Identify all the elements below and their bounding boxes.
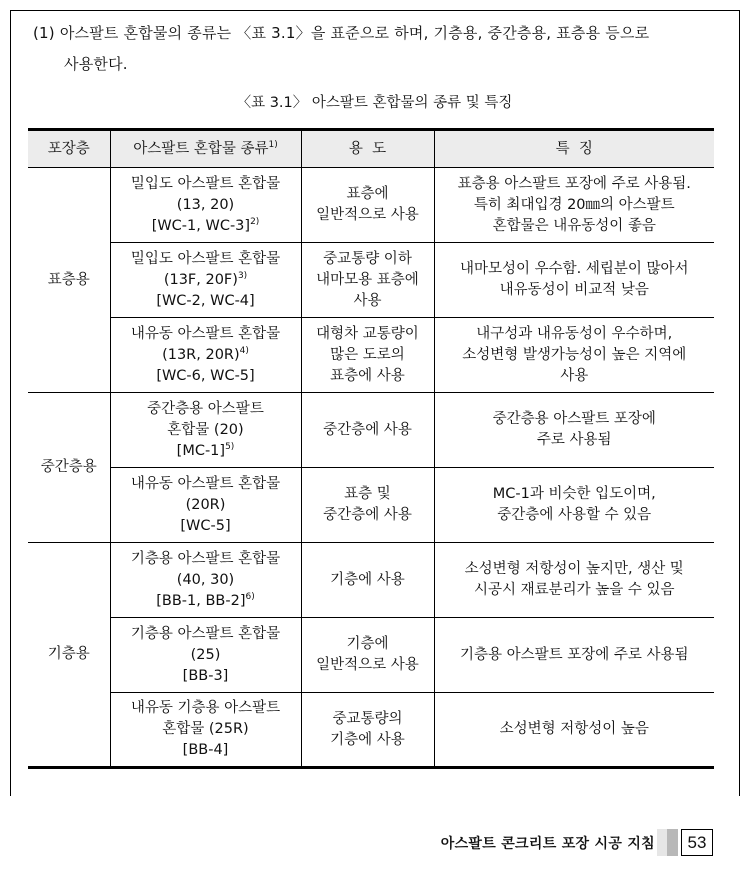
cell-usage [301,393,434,468]
usage-line: 중간층에 사용 [323,507,412,523]
intro-paragraph-line-2: 사용한다. [64,55,128,73]
intro-paragraph-line-1: (1) 아스팔트 혼합물의 종류는 〈표 3.1〉을 표준으로 하며, 기층용, 중간층용, 표층용 등으로 [33,24,650,42]
usage-line: 일반적으로 사용 [316,207,419,223]
usage-line: 중교통량 이하 [323,250,412,267]
table-body [28,168,714,768]
mixture-line-text: [MC-1] [176,442,226,459]
cell-feature [434,618,714,693]
feature-line: 기층용 아스팔트 포장에 주로 사용됨 [459,646,689,663]
feature-line: 내마모성이 우수함. 세립분이 많아서 [459,261,689,277]
usage-line: 중간층에 사용 [323,421,412,438]
usage-line: 표층 및 [344,486,391,502]
cell-usage [301,618,434,693]
mixture-line [115,174,297,195]
mixture-line [115,324,297,345]
header-usage: 용 도 [301,130,434,168]
mixture-line-text: 혼합물 (25R) [162,721,249,737]
feature-line: 소성변형 저항성이 높지만, 생산 및 [464,561,684,577]
intro-paragraph [33,18,723,80]
mixture-line-text: 밀입도 아스팔트 혼합물 [130,175,281,192]
mixture-line [115,195,297,216]
feature-line: 사용 [560,367,589,384]
footnote-ref: 4) [239,345,249,356]
usage-line: 중교통량의 [332,710,403,727]
footnote-ref: 6) [245,591,255,602]
mixture-line-text: (13F, 20F) [163,271,238,288]
cell-feature [434,168,714,243]
cell-mixture [110,393,301,468]
feature-line: 특히 최대입경 20㎜의 아스팔트 [473,196,675,213]
footer-decor-bar-light [657,829,667,856]
cell-usage [301,543,434,618]
mixture-line [115,645,297,666]
cell-layer: 기층용 [28,543,110,768]
footer-title: 아스팔트 콘크리트 포장 시공 지침 [440,836,655,852]
usage-line: 기층에 사용 [330,571,405,588]
mixture-line [115,570,297,591]
footnote-ref: 5) [225,441,235,452]
mixture-line [115,291,297,312]
mixture-line [115,216,297,237]
feature-line: 소성변형 저항성이 높음 [499,721,649,737]
feature-line: 중간층에 사용할 수 있음 [497,507,652,523]
mixture-line-text: [WC-5] [180,517,231,534]
table-row [28,543,714,618]
mixture-line-text: [WC-6, WC-5] [156,367,255,384]
mixture-line [115,698,297,719]
usage-line: 기층에 [346,636,389,652]
cell-usage [301,243,434,318]
cell-usage [301,468,434,543]
mixture-line [115,270,297,291]
mixture-line [115,624,297,645]
mixture-line [115,740,297,761]
cell-usage [301,318,434,393]
usage-line: 대형차 교통량이 [316,325,419,342]
cell-layer: 표층용 [28,168,110,393]
asphalt-mixture-table [28,128,714,769]
cell-mixture [110,693,301,768]
mixture-line [115,441,297,462]
feature-line: MC-1과 비슷한 입도이며, [492,486,656,502]
mixture-line [115,249,297,270]
usage-line: 표층에 [346,186,389,202]
usage-line: 사용 [353,292,382,309]
page-frame-right-border [739,10,740,796]
feature-line: 표층용 아스팔트 포장에 주로 사용됨. [457,175,691,192]
feature-line: 주로 사용됨 [536,432,612,448]
feature-line: 시공시 재료분리가 높을 수 있음 [473,582,675,598]
mixture-line-text: (13R, 20R) [162,346,240,363]
mixture-line [115,666,297,687]
mixture-line [115,366,297,387]
feature-line: 중간층용 아스팔트 포장에 [492,411,656,427]
mixture-line [115,495,297,516]
mixture-line [115,420,297,441]
cell-feature [434,543,714,618]
feature-line: 내유동성이 비교적 낮음 [499,282,649,298]
mixture-line-text: 내유동 기층용 아스팔트 [130,700,281,716]
table-row [28,468,714,543]
cell-mixture [110,318,301,393]
mixture-line-text: [WC-2, WC-4] [156,292,255,309]
mixture-line-text: (13, 20) [176,196,235,213]
mixture-line-text: 내유동 아스팔트 혼합물 [130,475,281,492]
mixture-line-text: [BB-4] [182,742,229,758]
usage-line: 표층에 사용 [330,367,405,384]
mixture-line-text: [BB-3] [182,667,229,684]
mixture-line [115,591,297,612]
mixture-line-text: (40, 30) [176,571,235,588]
usage-line: 기층에 사용 [330,731,405,748]
header-feature: 특 징 [434,130,714,168]
table-caption: 〈표 3.1〉 아스팔트 혼합물의 종류 및 특징 [236,95,513,111]
table-row [28,318,714,393]
cell-feature [434,393,714,468]
footnote-ref: 1) [268,139,278,150]
mixture-line-text: 기층용 아스팔트 혼합물 [130,625,281,642]
feature-line: 혼합물은 내유동성이 좋음 [492,217,656,234]
table-row [28,393,714,468]
usage-line: 내마모용 표층에 [316,271,419,288]
header-mixture [110,130,301,168]
cell-usage [301,168,434,243]
table-header-row [28,130,714,168]
cell-mixture [110,618,301,693]
feature-line: 내구성과 내유동성이 우수하며, [476,325,673,342]
page-number: 53 [681,829,713,856]
footnote-ref: 3) [237,270,248,281]
mixture-line [115,399,297,420]
cell-mixture [110,168,301,243]
mixture-line-text: 혼합물 (20) [167,421,244,438]
table-row [28,243,714,318]
cell-mixture [110,468,301,543]
page-frame-top-border [10,10,740,11]
page-frame-left-border [10,10,11,796]
header-layer: 포장층 [28,130,110,168]
table-row [28,618,714,693]
cell-feature [434,318,714,393]
usage-line: 많은 도로의 [330,346,405,363]
mixture-line [115,516,297,537]
mixture-line-text: [BB-1, BB-2] [156,592,246,609]
cell-layer: 중간층용 [28,393,110,543]
mixture-line-text: 중간층용 아스팔트 [147,400,264,417]
header-mixture-label: 아스팔트 혼합물 종류 [133,140,269,157]
mixture-line-text: (25) [190,646,221,663]
page-footer [0,829,749,856]
mixture-line [115,474,297,495]
cell-feature [434,468,714,543]
cell-mixture [110,243,301,318]
table-row [28,168,714,243]
table-row [28,693,714,768]
cell-feature [434,243,714,318]
feature-line: 소성변형 발생가능성이 높은 지역에 [462,346,687,363]
footnote-ref: 2) [250,216,260,227]
mixture-line-text: 밀입도 아스팔트 혼합물 [130,250,281,267]
mixture-line-text: 기층용 아스팔트 혼합물 [130,550,281,567]
footer-decor-bar-dark [667,829,678,856]
cell-mixture [110,543,301,618]
mixture-line [115,345,297,366]
mixture-line [115,719,297,740]
usage-line: 일반적으로 사용 [316,657,419,673]
mixture-line-text: 내유동 아스팔트 혼합물 [130,325,281,342]
cell-usage [301,693,434,768]
mixture-line-text: (20R) [185,496,226,513]
cell-feature [434,693,714,768]
mixture-line [115,549,297,570]
mixture-line-text: [WC-1, WC-3] [151,217,251,234]
